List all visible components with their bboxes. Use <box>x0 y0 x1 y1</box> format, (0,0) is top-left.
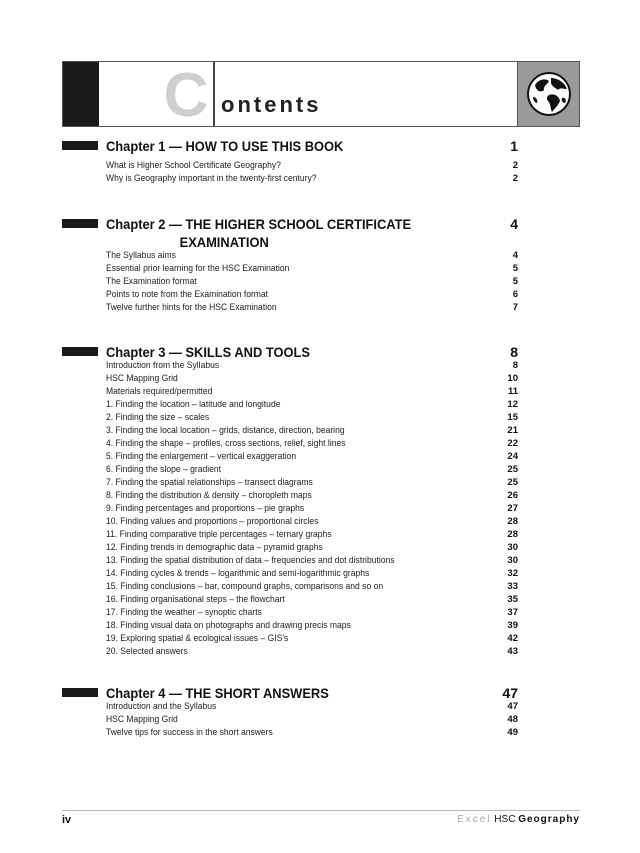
entry-title: 8. Finding the distribution & density – choropleth maps <box>106 490 312 501</box>
globe-icon <box>525 69 573 119</box>
entry-title: 16. Finding organisational steps – the flowchart <box>106 594 285 605</box>
entry-title: What is Higher School Certificate Geography? <box>106 160 281 171</box>
entry-page: 25 <box>507 464 518 475</box>
chapter-entries <box>106 359 518 658</box>
toc-entry <box>106 385 518 398</box>
entry-page: 12 <box>507 399 518 410</box>
entry-page: 35 <box>507 594 518 605</box>
entry-page: 42 <box>507 633 518 644</box>
toc-entry <box>106 437 518 450</box>
entry-title: The Syllabus aims <box>106 250 176 261</box>
toc-entry <box>106 580 518 593</box>
toc-entry <box>106 515 518 528</box>
entry-page: 30 <box>507 555 518 566</box>
chapter-title-line: Chapter 4 — THE SHORT ANSWERS <box>106 685 329 701</box>
entry-title: Essential prior learning for the HSC Examination <box>106 263 290 274</box>
chapter-entries <box>106 700 518 739</box>
toc-entry <box>106 528 518 541</box>
entry-page: 15 <box>507 412 518 423</box>
toc-entry <box>106 372 518 385</box>
entry-title: Materials required/permitted <box>106 386 213 397</box>
entry-title: 12. Finding trends in demographic data – pyramid graphs <box>106 542 323 553</box>
entry-page: 22 <box>507 438 518 449</box>
toc-entry <box>106 172 518 185</box>
toc-entry <box>106 159 518 172</box>
toc-entry <box>106 249 518 262</box>
footer-rule <box>62 810 580 811</box>
entry-title: 10. Finding values and proportions – proportional circles <box>106 516 319 527</box>
entry-title: 19. Exploring spatial & ecological issues – GIS's <box>106 633 289 644</box>
chapter-page-number: 47 <box>502 685 518 701</box>
entry-title: 3. Finding the local location – grids, distance, direction, bearing <box>106 425 345 436</box>
toc-entry <box>106 411 518 424</box>
banner-big-letter: C <box>163 61 209 130</box>
chapter-title-line: Chapter 3 — SKILLS AND TOOLS <box>106 344 310 360</box>
chapter-entries <box>106 249 518 314</box>
entry-page: 5 <box>512 276 518 287</box>
chapter-page-number: 1 <box>510 138 518 154</box>
entry-page: 7 <box>512 302 518 313</box>
toc-entry <box>106 502 518 515</box>
toc-entry <box>106 593 518 606</box>
toc-entry <box>106 424 518 437</box>
entry-page: 11 <box>507 386 518 397</box>
entry-title: 1. Finding the location – latitude and longitude <box>106 399 281 410</box>
toc-entry <box>106 726 518 739</box>
toc-entry <box>106 359 518 372</box>
entry-page: 2 <box>512 160 518 171</box>
entry-page: 2 <box>512 173 518 184</box>
entry-page: 28 <box>507 529 518 540</box>
chapter-page-number: 8 <box>510 344 518 360</box>
toc-entry <box>106 450 518 463</box>
entry-title: 9. Finding percentages and proportions – pie graphs <box>106 503 305 514</box>
entry-page: 4 <box>512 250 518 261</box>
entry-title: 20. Selected answers <box>106 646 188 657</box>
chapter-title-line: Chapter 1 — HOW TO USE THIS BOOK <box>106 138 344 154</box>
toc-entry <box>106 489 518 502</box>
toc-entry <box>106 632 518 645</box>
entry-title: 6. Finding the slope – gradient <box>106 464 222 475</box>
entry-title: 11. Finding comparative triple percentages – ternary graphs <box>106 529 332 540</box>
chapter-marker <box>62 219 98 228</box>
entry-page: 49 <box>507 727 518 738</box>
entry-page: 47 <box>507 701 518 712</box>
entry-page: 37 <box>507 607 518 618</box>
chapter-title <box>106 215 437 251</box>
entry-title: 18. Finding visual data on photographs and drawing precis maps <box>106 620 351 631</box>
entry-page: 32 <box>507 568 518 579</box>
toc-entry <box>106 619 518 632</box>
entry-page: 25 <box>507 477 518 488</box>
entry-title: Points to note from the Examination format <box>106 289 269 300</box>
chapter-title-line-2: EXAMINATION <box>179 234 269 250</box>
banner-divider <box>213 62 215 126</box>
toc-entry <box>106 606 518 619</box>
entry-page: 26 <box>507 490 518 501</box>
entry-page: 48 <box>507 714 518 725</box>
chapter-marker <box>62 688 98 697</box>
entry-title: Introduction from the Syllabus <box>106 360 220 371</box>
entry-title: Twelve further hints for the HSC Examination <box>106 302 277 313</box>
entry-title: 4. Finding the shape – profiles, cross sections, relief, sight lines <box>106 438 346 449</box>
toc-entry <box>106 541 518 554</box>
series-name: HSC <box>494 814 516 825</box>
entry-title: Introduction and the Syllabus <box>106 701 217 712</box>
entry-title: 15. Finding conclusions – bar, compound graphs, comparisons and so on <box>106 581 384 592</box>
entry-page: 24 <box>507 451 518 462</box>
entry-page: 28 <box>507 516 518 527</box>
entry-title: 17. Finding the weather – synoptic charts <box>106 607 262 618</box>
toc-entry <box>106 262 518 275</box>
toc-entry <box>106 301 518 314</box>
entry-page: 10 <box>507 373 518 384</box>
chapter-title <box>106 137 437 155</box>
entry-page: 8 <box>512 360 518 371</box>
brand-name: Excel <box>457 814 492 825</box>
entry-page: 21 <box>507 425 518 436</box>
chapter-marker <box>62 347 98 356</box>
toc-entry <box>106 645 518 658</box>
running-footer <box>457 814 580 825</box>
banner-black-bar <box>63 62 99 126</box>
globe-panel <box>517 62 579 126</box>
toc-entry <box>106 476 518 489</box>
toc-entry <box>106 567 518 580</box>
entry-page: 5 <box>512 263 518 274</box>
contents-banner <box>62 61 580 130</box>
subject-name: Geography <box>518 814 580 825</box>
toc-entry <box>106 700 518 713</box>
entry-title: 7. Finding the spatial relationships – transect diagrams <box>106 477 313 488</box>
chapter-title-line: Chapter 2 — THE HIGHER SCHOOL CERTIFICATE <box>106 216 412 232</box>
entry-title: Why is Geography important in the twenty-first century? <box>106 173 317 184</box>
entry-title: 13. Finding the spatial distribution of data – frequencies and dot distributions <box>106 555 395 566</box>
page-title: ontents <box>221 92 322 117</box>
toc-entry <box>106 554 518 567</box>
entry-title: 14. Finding cycles & trends – logarithmic and semi-logarithmic graphs <box>106 568 370 579</box>
entry-page: 33 <box>507 581 518 592</box>
chapter-entries <box>106 159 518 185</box>
entry-title: 2. Finding the size – scales <box>106 412 210 423</box>
chapter-page-number: 4 <box>510 216 518 232</box>
entry-title: 5. Finding the enlargement – vertical exaggeration <box>106 451 297 462</box>
chapter-marker <box>62 141 98 150</box>
toc-entry <box>106 398 518 411</box>
toc-entry <box>106 713 518 726</box>
entry-page: 39 <box>507 620 518 631</box>
entry-page: 27 <box>507 503 518 514</box>
entry-page: 30 <box>507 542 518 553</box>
entry-title: HSC Mapping Grid <box>106 373 178 384</box>
entry-page: 6 <box>512 289 518 300</box>
entry-title: The Examination format <box>106 276 197 287</box>
toc-entry <box>106 288 518 301</box>
toc-entry <box>106 275 518 288</box>
page-folio: iv <box>62 814 72 826</box>
entry-title: Twelve tips for success in the short answers <box>106 727 273 738</box>
entry-page: 43 <box>507 646 518 657</box>
toc-entry <box>106 463 518 476</box>
entry-title: HSC Mapping Grid <box>106 714 178 725</box>
